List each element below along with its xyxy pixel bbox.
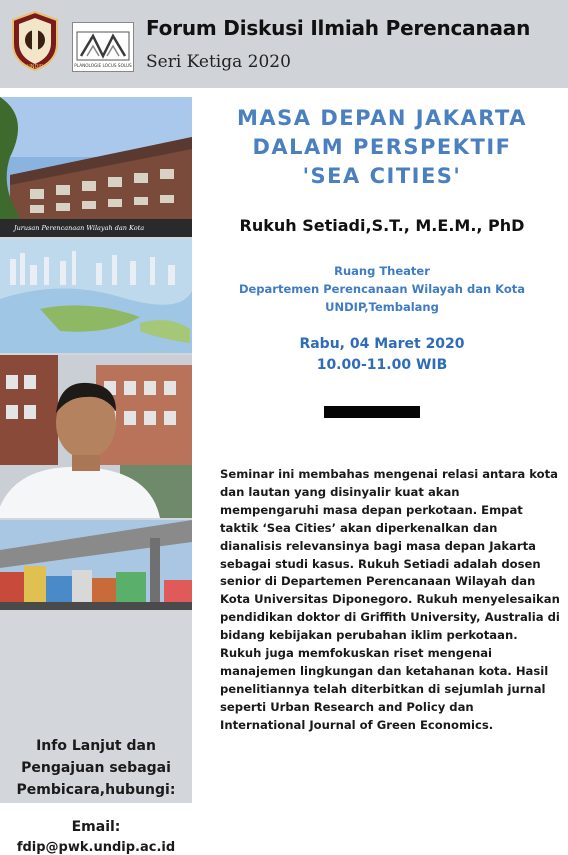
page-subtitle: Seri Ketiga 2020 xyxy=(146,52,291,72)
building-caption: Jurusan Perencanaan Wilayah dan Kota xyxy=(14,224,145,232)
contact-line: Pengajuan sebagai xyxy=(21,760,171,776)
contact-email[interactable]: fdip@pwk.undip.ac.id xyxy=(16,840,176,855)
event-title-line: 'SEA CITIES' xyxy=(302,164,462,188)
undip-seal-icon xyxy=(10,10,60,72)
event-title-line: DALAM PERSPEKTIF xyxy=(252,135,512,159)
contact-line: Pembicara,hubungi: xyxy=(16,782,176,798)
locus-logo-icon xyxy=(73,23,133,71)
contact-line: Info Lanjut dan xyxy=(36,738,156,754)
email-label: Email: xyxy=(71,819,121,835)
undip-seal-text: UNDIP xyxy=(27,64,43,70)
event-description: Seminar ini membahas mengenai relasi antara kota dan lautan yang disinyalir kuat akan mempengaruhi masa depan perkotaan. Empat taktik ‘Sea Cities’ akan diperkenalkan dan dianalisis relevansinya bagi masa depan Jakarta sebagai studi kasus. Rukuh Setiadi adalah dosen senior di Departemen Perencanaan Wilayah dan Kota Universitas Diponegoro. Rukuh menyelesaikan pendidikan doktor di Griffith University, Australia di bidang kebijakan perubahan iklim perkotaan. Rukuh juga memfokuskan riset mengenai manajemen lingkungan dan ketahanan kota. Hasil penelitiannya telah diterbitkan di sejumlah jurnal seperti Urban Research and Policy dan International Journal of Green Economics. xyxy=(220,467,560,732)
locus-logo-text: PLANOLOGIE LOCUS SOLUS xyxy=(74,63,132,68)
event-datetime xyxy=(196,334,568,376)
event-date: Rabu, 04 Maret 2020 xyxy=(299,336,465,352)
header-banner xyxy=(0,0,568,88)
locus-logo xyxy=(72,22,134,72)
divider-bar xyxy=(324,406,420,418)
building-photo xyxy=(0,97,192,237)
venue-line: Departemen Perencanaan Wilayah dan Kota xyxy=(238,282,526,296)
speaker-portrait xyxy=(0,355,192,518)
sea-city-render xyxy=(0,239,192,353)
event-time: 10.00-11.00 WIB xyxy=(316,357,448,373)
event-title xyxy=(196,104,568,191)
speaker-name: Rukuh Setiadi,S.T., M.E.M., PhD xyxy=(239,216,525,235)
contact-info xyxy=(0,735,192,801)
left-sidebar xyxy=(0,97,192,855)
event-venue xyxy=(196,262,568,316)
venue-line: Ruang Theater xyxy=(334,264,430,278)
jakarta-street-photo xyxy=(0,520,192,610)
event-title-line: MASA DEPAN JAKARTA xyxy=(237,106,527,130)
venue-line: UNDIP,Tembalang xyxy=(325,300,439,314)
page-title: Forum Diskusi Ilmiah Perencanaan xyxy=(146,16,531,40)
